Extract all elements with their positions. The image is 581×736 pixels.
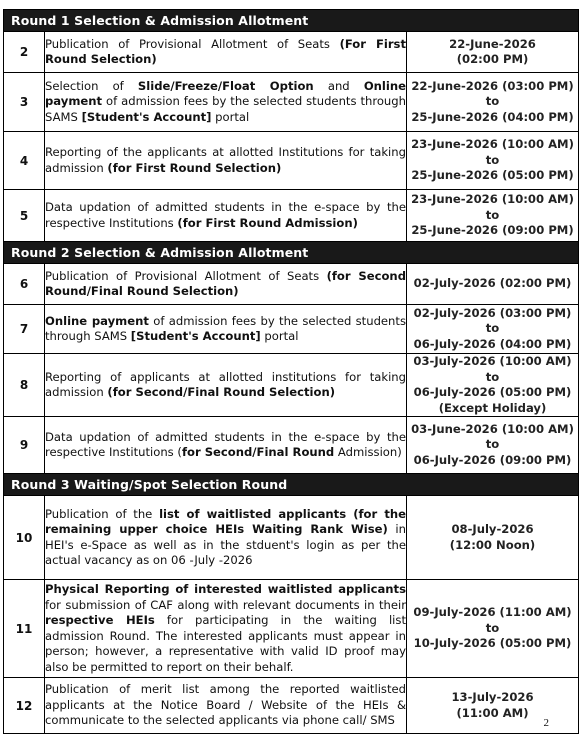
serial-number: 6 xyxy=(4,264,45,305)
description-text: in HEI's e-Space as well as in the stduent's login as per the actual vacancy as on 06 -July -2026 xyxy=(45,522,406,567)
date-line: 08-July-2026 xyxy=(451,522,534,536)
serial-number: 12 xyxy=(4,678,45,734)
date-line: to xyxy=(485,620,500,635)
event-date xyxy=(407,264,579,305)
schedule-row xyxy=(4,73,579,132)
event-date xyxy=(407,678,579,734)
schedule-row xyxy=(4,496,579,580)
serial-number: 3 xyxy=(4,73,45,132)
serial-number: 9 xyxy=(4,417,45,474)
event-description xyxy=(45,580,407,678)
event-description xyxy=(45,678,407,734)
schedule-row xyxy=(4,417,579,474)
event-description xyxy=(45,132,407,190)
date-line: 03-July-2026 (10:00 AM) xyxy=(413,354,572,368)
event-date xyxy=(407,496,579,580)
date-line: 06-July-2026 (09:00 PM) xyxy=(413,452,572,467)
date-line: to xyxy=(485,152,500,167)
round-header xyxy=(4,242,579,264)
description-text: Publication of Provisional Allotment of Seats xyxy=(45,268,327,283)
serial-number: 7 xyxy=(4,305,45,354)
description-bold-text: for Second/Final Round xyxy=(181,445,335,459)
schedule-row xyxy=(4,580,579,678)
serial-number: 11 xyxy=(4,580,45,678)
description-bold-text: (for First Round Admission) xyxy=(177,215,358,230)
event-description xyxy=(45,264,407,305)
description-text: for participating in the waiting list admission Round. The interested applicants must appear in person; however, a representative with valid ID proof may also be permitted to report on their behalf. xyxy=(45,613,406,674)
date-line: 22-June-2026 xyxy=(449,36,536,51)
date-line: 25-June-2026 (09:00 PM) xyxy=(411,223,574,238)
description-bold-text: respective HEIs xyxy=(45,613,155,627)
round-header xyxy=(4,10,579,32)
date-line: (12:00 Noon) xyxy=(449,537,536,552)
serial-number: 2 xyxy=(4,32,45,73)
round-title: Round 1 Selection & Admission Allotment xyxy=(4,10,579,32)
schedule-table xyxy=(3,9,579,734)
date-line: 06-July-2026 (04:00 PM) xyxy=(413,336,572,351)
serial-number: 8 xyxy=(4,354,45,417)
description-text: Reporting of the applicants at allotted Institutions for taking admission xyxy=(45,145,406,175)
date-line: (11:00 AM) xyxy=(456,705,529,720)
description-bold-text: (for First Round Selection) xyxy=(107,160,282,175)
date-line: to xyxy=(485,207,500,222)
description-text: Admission) xyxy=(334,445,402,459)
event-description xyxy=(45,190,407,242)
date-line: (02:00 PM) xyxy=(456,52,529,66)
description-bold-text: Online payment xyxy=(45,78,406,109)
date-line: 25-June-2026 (04:00 PM) xyxy=(411,109,574,124)
date-line: 02-July-2026 (02:00 PM) xyxy=(413,276,572,291)
schedule-body xyxy=(4,10,579,734)
event-description xyxy=(45,354,407,417)
date-line: to xyxy=(485,321,500,336)
serial-number: 5 xyxy=(4,190,45,242)
date-line: 03-June-2026 (10:00 AM) xyxy=(411,421,574,436)
description-text: Data updation of admitted students in the e-space by the respective Institutions ( xyxy=(45,429,406,459)
description-bold-text: [Student's Account] xyxy=(81,109,212,124)
event-description xyxy=(45,32,407,73)
description-bold-text: (For First Round Selection) xyxy=(45,36,406,66)
description-text: Reporting of applicants at allotted institutions for taking admission xyxy=(45,369,406,399)
date-line: 25-June-2026 (05:00 PM) xyxy=(411,168,574,183)
date-line: to xyxy=(485,94,500,109)
serial-number: 4 xyxy=(4,132,45,190)
event-description xyxy=(45,417,407,474)
round-title: Round 2 Selection & Admission Allotment xyxy=(4,242,579,264)
description-text: portal xyxy=(211,109,250,124)
event-description xyxy=(45,496,407,580)
date-line: 13-July-2026 xyxy=(451,690,534,704)
schedule-row xyxy=(4,190,579,242)
description-text: Data updation of admitted students in the e-space by the respective Institutions xyxy=(45,200,406,230)
description-bold-text: (for Second/Final Round Selection) xyxy=(107,385,335,399)
description-text: for submission of CAF along with relevant documents in their xyxy=(45,597,406,612)
date-line: (Except Holiday) xyxy=(438,400,547,415)
round-header xyxy=(4,474,579,496)
schedule-row xyxy=(4,678,579,734)
description-text: of admission fees by the selected students through SAMS xyxy=(45,313,406,343)
date-line: 02-July-2026 (03:00 PM) xyxy=(413,305,572,320)
event-description xyxy=(45,305,407,354)
description-bold-text: Online payment xyxy=(45,313,149,328)
description-text: Publication of the xyxy=(45,506,160,521)
description-text: Publication of merit list among the reported waitlisted applicants at the Notice Board / Website of the HEIs & communicate to the selected applicants via phone call/ SMS xyxy=(45,682,406,728)
round-title: Round 3 Waiting/Spot Selection Round xyxy=(4,474,579,496)
description-bold-text: list of waitlisted applicants (for the remaining upper choice HEIs Waiting Rank Wise) xyxy=(45,506,406,536)
schedule-row xyxy=(4,264,579,305)
event-date xyxy=(407,190,579,242)
date-line: 10-July-2026 (05:00 PM) xyxy=(413,636,572,651)
schedule-row xyxy=(4,132,579,190)
description-text: and xyxy=(313,78,364,93)
date-line: to xyxy=(485,437,500,452)
schedule-row xyxy=(4,354,579,417)
description-text: of admission fees by the selected students through SAMS xyxy=(45,94,406,124)
description-bold-text: Slide/Freeze/Float Option xyxy=(137,78,314,93)
event-date xyxy=(407,132,579,190)
event-date xyxy=(407,417,579,474)
date-line: 23-June-2026 (10:00 AM) xyxy=(411,137,574,152)
date-line: 09-July-2026 (11:00 AM) xyxy=(413,605,572,620)
date-line: 23-June-2026 (10:00 AM) xyxy=(411,192,574,207)
event-date xyxy=(407,305,579,354)
event-date xyxy=(407,580,579,678)
event-date xyxy=(407,32,579,73)
date-line: 22-June-2026 (03:00 PM) xyxy=(411,78,574,93)
schedule-row xyxy=(4,32,579,73)
event-date xyxy=(407,73,579,132)
description-text: portal xyxy=(260,329,299,343)
serial-number: 10 xyxy=(4,496,45,580)
description-bold-text: (for Second Round/Final Round Selection) xyxy=(45,268,406,298)
schedule-row xyxy=(4,305,579,354)
description-bold-text: [Student's Account] xyxy=(130,329,261,343)
date-line: to xyxy=(485,369,500,384)
event-date xyxy=(407,354,579,417)
description-text: Selection of xyxy=(45,78,138,93)
description-text: Publication of Provisional Allotment of Seats xyxy=(45,36,340,51)
event-description xyxy=(45,73,407,132)
description-bold-text: Physical Reporting of interested waitlisted applicants xyxy=(45,582,406,596)
date-line: 06-July-2026 (05:00 PM) xyxy=(413,385,572,399)
page-number: 2 xyxy=(543,717,549,729)
